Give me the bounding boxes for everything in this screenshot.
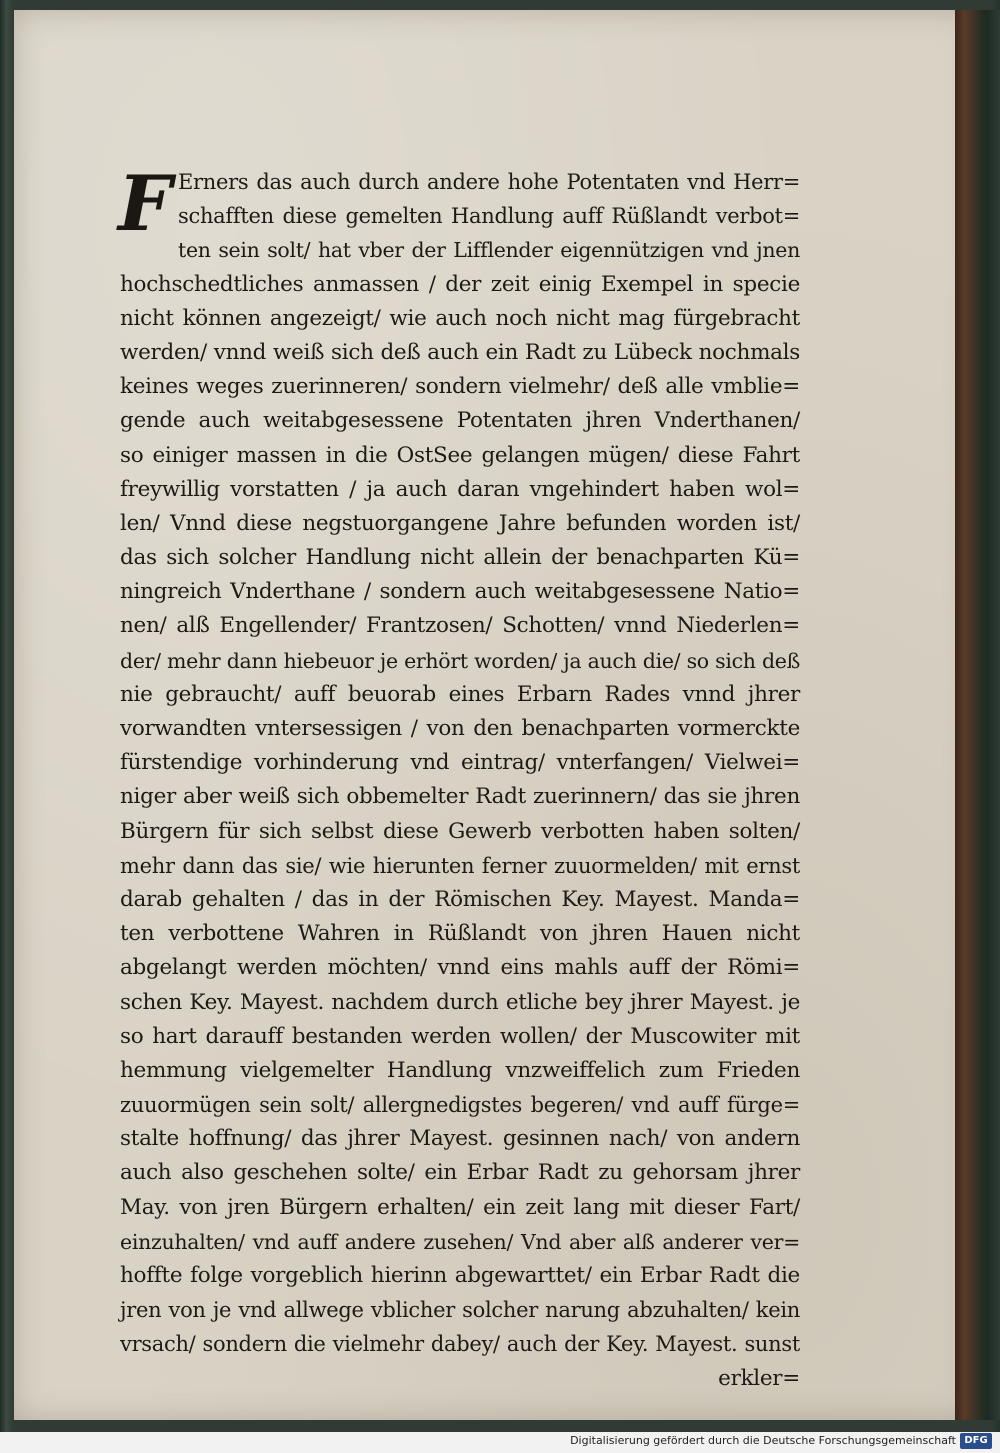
text-line: freywillig vorstatten / ja auch daran vngehindert haben wol=: [120, 476, 800, 502]
text-line: len/ Vnnd diese negstuorgangene Jahre befunden worden ist/: [120, 510, 800, 536]
funding-credit: Digitalisierung gefördert durch die Deutsche Forschungsgemeinschaft: [570, 1434, 956, 1447]
text-line: das sich solcher Handlung nicht allein der benachparten Kü=: [120, 545, 800, 571]
text-line: keines weges zuerinneren/ sondern vielmehr/ deß alle vmblie=: [120, 374, 800, 400]
text-line: werden/ vnnd weiß sich deß auch ein Radt zu Lübeck nochmals: [120, 339, 800, 365]
text-line: niger aber weiß sich obbemelter Radt zuerinnern/ das sie jhren: [120, 784, 800, 810]
text-line: darab gehalten / das in der Römischen Key. Mayest. Manda=: [120, 886, 800, 912]
text-line: auch also geschehen solte/ ein Erbar Radt zu gehorsam jhrer: [120, 1160, 800, 1186]
text-line: vorwandten vntersessigen / von den benachparten vormerckte: [120, 716, 800, 741]
text-line: mehr dann das sie/ wie hierunten ferner zuuormelden/ mit ernst: [120, 853, 800, 878]
text-line: so einiger massen in die OstSee gelangen mügen/ diese Fahrt: [120, 442, 800, 468]
text-line: schen Key. Mayest. nachdem durch etliche bey jhrer Mayest. je: [120, 989, 800, 1015]
text-line: einzuhalten/ vnd auff andere zusehen/ Vnd aber alß anderer ver=: [120, 1229, 800, 1254]
text-line: nicht können angezeigt/ wie auch noch nicht mag fürgebracht: [120, 305, 800, 331]
text-line: hemmung vielgemelter Handlung vnzweiffelich zum Frieden: [120, 1057, 800, 1083]
text-line: ten verbottene Wahren in Rüßlandt von jhren Hauen nicht: [120, 921, 800, 947]
catchword: erkler=: [718, 1365, 800, 1391]
text-block: [118, 159, 800, 1396]
dfg-logo: DFG: [960, 1433, 992, 1449]
text-line: stalte hoffnung/ das jhrer Mayest. gesinnen nach/ von andern: [120, 1126, 800, 1152]
text-line: abgelangt werden möchten/ vnnd eins mahls auff der Römi=: [120, 955, 800, 981]
text-line: May. von jren Bürgern erhalten/ ein zeit lang mit dieser Fart/: [120, 1194, 800, 1220]
text-line: nen/ alß Engellender/ Frantzosen/ Schotten/ vnnd Niederlen=: [120, 613, 800, 639]
text-line: nie gebraucht/ auff beuorab eines Erbarn Rades vnnd jhrer: [120, 681, 800, 707]
text-line: hoffte folge vorgeblich hierinn abgewarttet/ ein Erbar Radt die: [120, 1263, 800, 1288]
text-line: hochschedtliches anmassen / der zeit einig Exempel in specie: [120, 271, 800, 297]
text-line: jren von je vnd allwege vblicher solcher narung abzuhalten/ kein: [120, 1298, 800, 1323]
text-line: so hart darauff bestanden werden wollen/ der Muscowiter mit: [120, 1023, 800, 1049]
text-line: fürstendige vorhinderung vnd eintrag/ vnterfangen/ Vielwei=: [120, 750, 800, 776]
text-line: zuuormügen sein solt/ allergnedigstes begeren/ vnd auff fürge=: [120, 1093, 800, 1118]
drop-cap-initial: F: [118, 159, 172, 248]
text-line: gende auch weitabgesessene Potentaten jhren Vnderthanen/: [120, 408, 800, 434]
text-line: Erners das auch durch andere hohe Potentaten vnd Herr=: [178, 170, 800, 194]
text-line: Bürgern für sich selbst diese Gewerb verbotten haben solten/: [120, 818, 800, 844]
text-line: der/ mehr dann hiebeuor je erhört worden/ ja auch die/ so sich deß: [120, 648, 800, 673]
text-line: ten sein solt/ hat vber der Lifflender eigennützigen vnd jnen: [178, 238, 800, 263]
text-line: vrsach/ sondern die vielmehr dabey/ auch der Key. Mayest. sunst: [120, 1332, 800, 1357]
text-line: ningreich Vnderthane / sondern auch weitabgesessene Natio=: [120, 579, 800, 605]
page-edge: [955, 10, 1000, 1420]
text-line: schafften diese gemelten Handlung auff Rüßlandt verbot=: [178, 204, 800, 229]
